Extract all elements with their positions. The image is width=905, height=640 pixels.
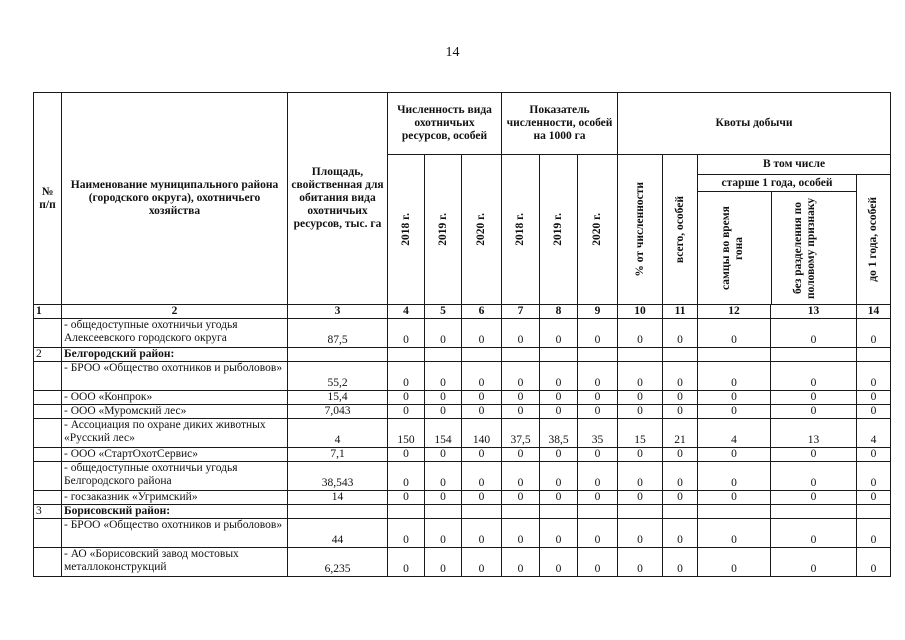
header-older-block bbox=[698, 175, 857, 305]
value-cell: 0 bbox=[663, 448, 698, 462]
value-cell: 0 bbox=[857, 448, 891, 462]
empty-cell bbox=[425, 348, 462, 362]
table-row bbox=[34, 405, 891, 419]
colnum-13: 13 bbox=[771, 305, 857, 319]
value-cell: 0 bbox=[857, 319, 891, 348]
empty-cell bbox=[462, 348, 502, 362]
header-including: В том числе bbox=[698, 155, 891, 175]
header-older: старше 1 года, особей bbox=[698, 175, 856, 192]
value-cell: 0 bbox=[857, 491, 891, 505]
value-cell: 0 bbox=[425, 548, 462, 577]
colnum-10: 10 bbox=[618, 305, 663, 319]
empty-cell bbox=[618, 348, 663, 362]
value-cell: 0 bbox=[578, 319, 618, 348]
row-index bbox=[34, 491, 62, 505]
empty-cell bbox=[502, 505, 540, 519]
colnum-8: 8 bbox=[540, 305, 578, 319]
area-cell: 7,1 bbox=[288, 448, 388, 462]
header-density-2019 bbox=[540, 155, 578, 305]
colnum-14: 14 bbox=[857, 305, 891, 319]
hunting-ground-name: - БРОО «Общество охотников и рыболовов» bbox=[62, 519, 288, 548]
header-numbers-2020-label: 2020 г. bbox=[475, 213, 487, 246]
header-pct-label: % от численности bbox=[633, 182, 646, 277]
header-name: Наименование муниципального района (городского округа), охотничьего хозяйства bbox=[62, 93, 288, 305]
value-cell: 0 bbox=[663, 391, 698, 405]
hunting-ground-name: - ООО «Конпрок» bbox=[62, 391, 288, 405]
value-cell: 0 bbox=[388, 405, 425, 419]
value-cell: 0 bbox=[425, 448, 462, 462]
colnum-6: 6 bbox=[462, 305, 502, 319]
row-index bbox=[34, 405, 62, 419]
value-cell: 4 bbox=[857, 419, 891, 448]
value-cell: 0 bbox=[698, 491, 771, 505]
area-cell: 4 bbox=[288, 419, 388, 448]
row-index bbox=[34, 319, 62, 348]
value-cell: 0 bbox=[502, 519, 540, 548]
value-cell: 0 bbox=[618, 362, 663, 391]
header-total-label: всего, особей bbox=[673, 195, 686, 264]
value-cell: 0 bbox=[857, 548, 891, 577]
value-cell: 0 bbox=[388, 319, 425, 348]
value-cell: 0 bbox=[663, 319, 698, 348]
value-cell: 0 bbox=[502, 448, 540, 462]
empty-cell bbox=[857, 348, 891, 362]
table-row bbox=[34, 548, 891, 577]
header-pct bbox=[618, 155, 663, 305]
value-cell: 0 bbox=[771, 448, 857, 462]
header-density-2020 bbox=[578, 155, 618, 305]
value-cell: 0 bbox=[663, 462, 698, 491]
value-cell: 0 bbox=[578, 362, 618, 391]
empty-cell bbox=[288, 348, 388, 362]
header-young-label: до 1 года, особей bbox=[867, 197, 880, 282]
value-cell: 0 bbox=[578, 548, 618, 577]
value-cell: 0 bbox=[618, 391, 663, 405]
value-cell: 0 bbox=[502, 462, 540, 491]
value-cell: 0 bbox=[663, 362, 698, 391]
row-index: 3 bbox=[34, 505, 62, 519]
header-young bbox=[857, 175, 891, 305]
value-cell: 0 bbox=[425, 462, 462, 491]
row-index bbox=[34, 548, 62, 577]
value-cell: 0 bbox=[698, 519, 771, 548]
value-cell: 0 bbox=[663, 491, 698, 505]
value-cell: 0 bbox=[462, 462, 502, 491]
value-cell: 0 bbox=[425, 319, 462, 348]
empty-cell bbox=[462, 505, 502, 519]
empty-cell bbox=[388, 348, 425, 362]
value-cell: 0 bbox=[425, 519, 462, 548]
empty-cell bbox=[578, 348, 618, 362]
value-cell: 0 bbox=[698, 362, 771, 391]
header-males bbox=[698, 192, 772, 304]
hunting-ground-name: - Ассоциация по охране диких животных «Русский лес» bbox=[62, 419, 288, 448]
value-cell: 0 bbox=[771, 319, 857, 348]
value-cell: 0 bbox=[502, 491, 540, 505]
value-cell: 0 bbox=[771, 548, 857, 577]
value-cell: 0 bbox=[425, 391, 462, 405]
value-cell: 37,5 bbox=[502, 419, 540, 448]
value-cell: 0 bbox=[618, 405, 663, 419]
header-numbers-2018 bbox=[388, 155, 425, 305]
value-cell: 4 bbox=[698, 419, 771, 448]
header-males-label: самцы во время гона bbox=[719, 206, 745, 290]
value-cell: 0 bbox=[462, 391, 502, 405]
value-cell: 140 bbox=[462, 419, 502, 448]
table-row bbox=[34, 519, 891, 548]
colnum-2: 2 bbox=[62, 305, 288, 319]
area-cell: 55,2 bbox=[288, 362, 388, 391]
colnum-9: 9 bbox=[578, 305, 618, 319]
value-cell: 0 bbox=[857, 405, 891, 419]
value-cell: 0 bbox=[578, 448, 618, 462]
row-index bbox=[34, 362, 62, 391]
value-cell: 0 bbox=[578, 491, 618, 505]
value-cell: 0 bbox=[578, 462, 618, 491]
table-header bbox=[34, 93, 891, 319]
hunting-ground-name: - общедоступные охотничьи угодья Белгородского района bbox=[62, 462, 288, 491]
header-nosex-label: без разделения по половому признаку bbox=[792, 197, 818, 299]
header-total bbox=[663, 155, 698, 305]
value-cell: 0 bbox=[857, 462, 891, 491]
value-cell: 0 bbox=[698, 462, 771, 491]
empty-cell bbox=[425, 505, 462, 519]
value-cell: 150 bbox=[388, 419, 425, 448]
row-index bbox=[34, 519, 62, 548]
colnum-11: 11 bbox=[663, 305, 698, 319]
value-cell: 21 bbox=[663, 419, 698, 448]
header-density-2018-label: 2018 г. bbox=[514, 213, 526, 246]
area-cell: 87,5 bbox=[288, 319, 388, 348]
value-cell: 38,5 bbox=[540, 419, 578, 448]
value-cell: 35 bbox=[578, 419, 618, 448]
table-body bbox=[34, 319, 891, 577]
empty-cell bbox=[388, 505, 425, 519]
header-numbers-2020 bbox=[462, 155, 502, 305]
hunting-ground-name: - ООО «СтартОхотСервис» bbox=[62, 448, 288, 462]
value-cell: 0 bbox=[663, 548, 698, 577]
header-numbers-2019-label: 2019 г. bbox=[436, 213, 449, 246]
district-row bbox=[34, 348, 891, 362]
header-group-quota: Квоты добычи bbox=[618, 93, 891, 155]
colnum-7: 7 bbox=[502, 305, 540, 319]
value-cell: 0 bbox=[462, 548, 502, 577]
empty-cell bbox=[618, 505, 663, 519]
colnum-3: 3 bbox=[288, 305, 388, 319]
header-area: Площадь, свойственная для обитания вида охотничьих ресурсов, тыс. га bbox=[288, 93, 388, 305]
value-cell: 0 bbox=[502, 405, 540, 419]
value-cell: 0 bbox=[618, 319, 663, 348]
value-cell: 0 bbox=[857, 391, 891, 405]
empty-cell bbox=[540, 348, 578, 362]
area-cell: 15,4 bbox=[288, 391, 388, 405]
value-cell: 0 bbox=[698, 319, 771, 348]
value-cell: 0 bbox=[618, 448, 663, 462]
value-cell: 0 bbox=[698, 391, 771, 405]
colnum-4: 4 bbox=[388, 305, 425, 319]
value-cell: 0 bbox=[578, 405, 618, 419]
header-older-subcols bbox=[698, 192, 856, 304]
value-cell: 0 bbox=[388, 391, 425, 405]
value-cell: 0 bbox=[698, 448, 771, 462]
empty-cell bbox=[663, 348, 698, 362]
value-cell: 0 bbox=[462, 519, 502, 548]
header-numbers-2019 bbox=[425, 155, 462, 305]
value-cell: 0 bbox=[771, 391, 857, 405]
value-cell: 0 bbox=[425, 362, 462, 391]
value-cell: 0 bbox=[462, 405, 502, 419]
empty-cell bbox=[540, 505, 578, 519]
value-cell: 0 bbox=[388, 491, 425, 505]
empty-cell bbox=[698, 348, 771, 362]
table-row bbox=[34, 319, 891, 348]
value-cell: 0 bbox=[388, 519, 425, 548]
header-nosex bbox=[772, 192, 856, 304]
value-cell: 15 bbox=[618, 419, 663, 448]
value-cell: 0 bbox=[388, 462, 425, 491]
value-cell: 0 bbox=[540, 448, 578, 462]
header-group-numbers: Численность вида охотничьих ресурсов, особей bbox=[388, 93, 502, 155]
colnum-12: 12 bbox=[698, 305, 771, 319]
district-name: Борисовский район: bbox=[62, 505, 288, 519]
row-index bbox=[34, 462, 62, 491]
header-group-density: Показатель численности, особей на 1000 га bbox=[502, 93, 618, 155]
value-cell: 0 bbox=[540, 519, 578, 548]
value-cell: 0 bbox=[462, 491, 502, 505]
table-row bbox=[34, 448, 891, 462]
area-cell: 7,043 bbox=[288, 405, 388, 419]
value-cell: 0 bbox=[618, 462, 663, 491]
hunting-ground-name: - АО «Борисовский завод мостовых металлоконструкций bbox=[62, 548, 288, 577]
value-cell: 0 bbox=[502, 362, 540, 391]
table-row bbox=[34, 419, 891, 448]
row-index bbox=[34, 391, 62, 405]
area-cell: 44 bbox=[288, 519, 388, 548]
table-row bbox=[34, 462, 891, 491]
empty-cell bbox=[288, 505, 388, 519]
table-row bbox=[34, 391, 891, 405]
empty-cell bbox=[502, 348, 540, 362]
header-density-2018 bbox=[502, 155, 540, 305]
district-name: Белгородский район: bbox=[62, 348, 288, 362]
header-numbers-2018-label: 2018 г. bbox=[399, 213, 412, 246]
value-cell: 0 bbox=[618, 548, 663, 577]
colnum-1: 1 bbox=[34, 305, 62, 319]
district-row bbox=[34, 505, 891, 519]
value-cell: 0 bbox=[502, 548, 540, 577]
value-cell: 154 bbox=[425, 419, 462, 448]
area-cell: 38,543 bbox=[288, 462, 388, 491]
empty-cell bbox=[663, 505, 698, 519]
area-cell: 6,235 bbox=[288, 548, 388, 577]
value-cell: 0 bbox=[771, 362, 857, 391]
value-cell: 0 bbox=[663, 519, 698, 548]
value-cell: 0 bbox=[540, 319, 578, 348]
value-cell: 0 bbox=[857, 362, 891, 391]
value-cell: 0 bbox=[771, 405, 857, 419]
area-cell: 14 bbox=[288, 491, 388, 505]
hunting-ground-name: - общедоступные охотничьи угодья Алексеевского городского округа bbox=[62, 319, 288, 348]
value-cell: 0 bbox=[462, 362, 502, 391]
table-row bbox=[34, 491, 891, 505]
empty-cell bbox=[857, 505, 891, 519]
value-cell: 0 bbox=[857, 519, 891, 548]
value-cell: 0 bbox=[388, 548, 425, 577]
hunting-ground-name: - ООО «Муромский лес» bbox=[62, 405, 288, 419]
value-cell: 0 bbox=[578, 519, 618, 548]
value-cell: 0 bbox=[540, 362, 578, 391]
empty-cell bbox=[578, 505, 618, 519]
colnum-5: 5 bbox=[425, 305, 462, 319]
empty-cell bbox=[771, 505, 857, 519]
hunting-ground-name: - госзаказник «Угримский» bbox=[62, 491, 288, 505]
header-density-2020-label: 2020 г. bbox=[591, 213, 603, 246]
row-index bbox=[34, 448, 62, 462]
value-cell: 0 bbox=[771, 462, 857, 491]
value-cell: 0 bbox=[425, 405, 462, 419]
value-cell: 0 bbox=[771, 491, 857, 505]
empty-cell bbox=[698, 505, 771, 519]
hunting-quota-table bbox=[33, 92, 891, 577]
value-cell: 0 bbox=[771, 519, 857, 548]
value-cell: 0 bbox=[540, 548, 578, 577]
value-cell: 0 bbox=[663, 405, 698, 419]
column-number-row bbox=[34, 305, 891, 319]
header-idx: № п/п bbox=[34, 93, 62, 305]
value-cell: 0 bbox=[578, 391, 618, 405]
row-index bbox=[34, 419, 62, 448]
value-cell: 0 bbox=[462, 319, 502, 348]
hunting-ground-name: - БРОО «Общество охотников и рыболовов» bbox=[62, 362, 288, 391]
value-cell: 0 bbox=[698, 405, 771, 419]
value-cell: 0 bbox=[540, 405, 578, 419]
empty-cell bbox=[771, 348, 857, 362]
value-cell: 0 bbox=[540, 391, 578, 405]
value-cell: 0 bbox=[698, 548, 771, 577]
value-cell: 0 bbox=[618, 519, 663, 548]
value-cell: 0 bbox=[618, 491, 663, 505]
value-cell: 0 bbox=[502, 391, 540, 405]
value-cell: 0 bbox=[388, 448, 425, 462]
value-cell: 0 bbox=[462, 448, 502, 462]
header-density-2019-label: 2019 г. bbox=[552, 213, 564, 246]
value-cell: 13 bbox=[771, 419, 857, 448]
value-cell: 0 bbox=[502, 319, 540, 348]
value-cell: 0 bbox=[388, 362, 425, 391]
row-index: 2 bbox=[34, 348, 62, 362]
value-cell: 0 bbox=[540, 462, 578, 491]
value-cell: 0 bbox=[425, 491, 462, 505]
value-cell: 0 bbox=[540, 491, 578, 505]
table-row bbox=[34, 362, 891, 391]
page-number: 14 bbox=[445, 45, 460, 60]
